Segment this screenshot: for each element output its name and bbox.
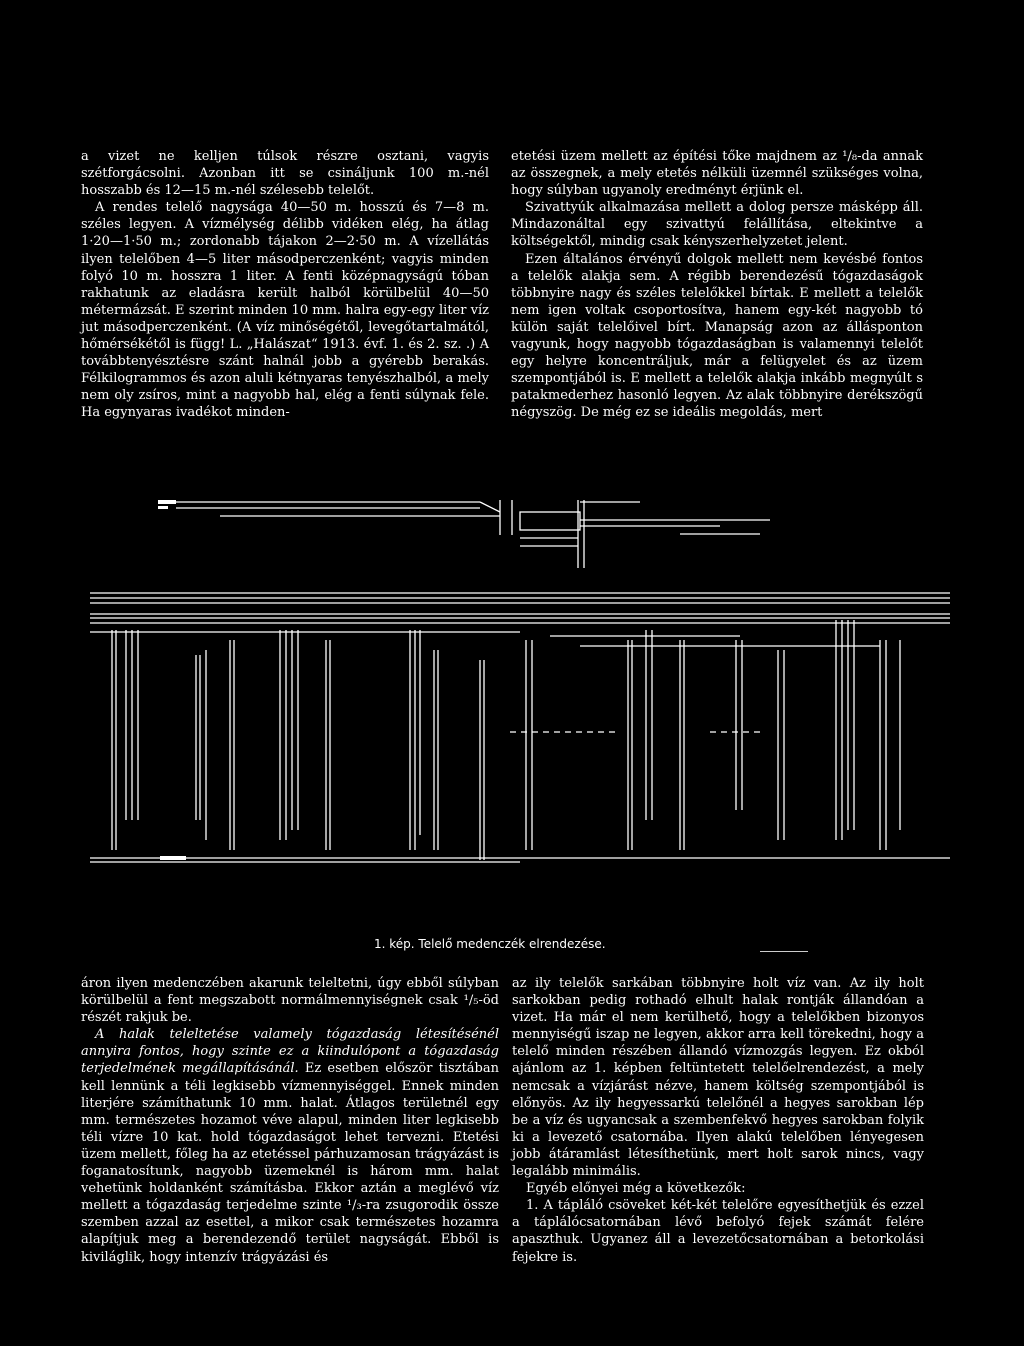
text: Ez esetben először tisztában kell lennünk a téli legkisebb vízmennyiséggel. Ennek minden literjére számíthatunk 10 mm. halat. Átlagos területnél egy mm. természetes hozamot véve alapul, minden liter legkisebb téli vízre 10 kat. hold tógazdaságot lehet tervezni. Etetési üzem mellett, főleg ha az etetéssel párhuzamosan trágyázást is foganatosítunk, nagyobb üzemeknél is három mm. halat vehetünk holdanként számításba. Ekkor aztán a meglévő víz mellett a tógazdaság terjedelme szinte ¹/₃-ra zsugorodik össze szemben azzal az esettel, a mikor csak természetes hozamra alapítjuk meg a berendezendő terület nagyságát. Ebből is kiviláglik, hogy intenzív trágyázási és (81, 1061, 499, 1265)
figure-caption: 1. kép. Telelő medenczék elrendezése. (374, 937, 606, 951)
top-right-column (511, 148, 923, 422)
paragraph: 1. A tápláló csöveket két-két telelőre egyesíthetjük és ezzel a táplálócsatornában lévő befolyó fejek számát felére apaszthuk. Ugyanez áll a levezetőcsatornában a betorkolási fejekre is. (512, 1198, 924, 1265)
paragraph: Ezen általános érvényű dolgok mellett nem kevésbé fontos a telelők alakja sem. A régibb berendezésű tógazdaságok többnyire nagy és széles telelőkkel bírtak. E mellett a telelők nem igen voltak csoportosítva, hanem egy-két nagyobb tó külön saját telelőivel bírt. Manapság azon az állásponton vagyunk, hogy nagyobb tógazdaságban is valamennyi telelőt egy helyre koncentráljuk, már a felügyelet és az üzem szempontjából is. E mellett a telelők alakja inkább megnyúlt s patakmederhez hasonló legyen. Az alak többnyire derékszögű négyszög. De még ez se ideális megoldás, mert (511, 251, 923, 421)
paragraph: Szivattyúk alkalmazása mellett a dolog persze másképp áll. Mindazonáltal egy szivattyú felállítása, eltekintve a költségektől, mindig csak kényszerhelyzetet jelent. (511, 200, 923, 250)
main-channels (90, 593, 950, 646)
top-left-column (81, 148, 489, 422)
pond-layout-figure (80, 490, 960, 875)
bottom-right-column (512, 975, 924, 1266)
paragraph: A rendes telelő nagysága 40—50 m. hosszú és 7—8 m. széles legyen. A vízmélység délibb vidéken elég, ha átlag 1·20—1·50 m.; zordonabb tájakon 2—2·50 m. A vízellátás ilyen telelőben 4—5 liter másodperczenként; vagyis minden folyó 10 m. hosszra 1 liter. A fenti középnagyságú tóban rakhatunk az eladásra került halból körülbelül 40—50 métermázsát. E szerint minden 10 mm. halra egy-egy liter víz jut másodperczenként. (A víz minőségétől, levegőtartalmától, hőmérsékétől is függ! L. „Halászat“ 1913. évf. 1. és 2. sz. .) A továbbtenyésztésre szánt halnál jobb a gyérebb berakás. Félkilogrammos és azon aluli kétnyaras tenyészhalból, a mely nem oly zsíros, mint a nagyobb hal, elég a fenti súlynak fele. Ha egynyaras ivadékot minden- (81, 200, 489, 421)
paragraph: a vizet ne kelljen túlsok részre osztani, vagyis szétforgácsolni. Azonban itt se csináljunk 100 m.-nél hosszabb és 12—15 m.-nél szélesebb telelőt. (81, 149, 489, 199)
paragraph: etetési üzem mellett az építési tőke majdnem az ¹/₈-da annak az összegnek, a mely etetés nélküli üzemnél szükséges volna, hogy súlyban ugyanoly eredményt érjünk el. (511, 149, 923, 199)
bottom-left-column (81, 975, 499, 1266)
paragraph: Egyéb előnyei még a következők: (526, 1181, 746, 1197)
paragraph: áron ilyen medenczében akarunk teleltetni, úgy ebből súlyban körülbelül a fent megszabott normálmennyiségnek csak ¹/₅-öd részét rakjuk be. (81, 976, 499, 1026)
feed-channel (158, 500, 770, 568)
italic-text: A halak teleltetése valamely tógazdaság létesítésénél annyira fontos, hogy szinte ez a kiindulópont a tógazdaság terjedelmének megállapításánál. (81, 1027, 499, 1077)
pond-walls (112, 620, 900, 860)
paragraph: az ily telelők sarkában többnyire holt víz van. Az ily holt sarkokban pedig rothadó elhult halak rontják állandóan a vizet. Ha már el nem kerülhető, hogy a telelőkben bizonyos mennyiségű iszap ne legyen, akkor arra kell törekedni, hogy a telelő minden részében állandó vízmozgás legyen. Ez okból ajánlom az 1. képben feltüntetett telelőelrendezést, a mely nemcsak a vízjárást nézve, hanem költség szempontjából is előnyös. Az ily hegyessarkú telelőnél a hegyes sarokban lép be a víz és ugyancsak a szembenfekvő hegyes sarokban folyik ki a levezető csatornába. Ilyen alakú telelőben lényegesen jobb átáramlást létesíthetünk, mert holt sarok nincs, vagy legalább minimális. (512, 976, 924, 1180)
paragraph (81, 1026, 499, 1265)
divider (760, 951, 808, 952)
outlet-channel (90, 856, 950, 862)
